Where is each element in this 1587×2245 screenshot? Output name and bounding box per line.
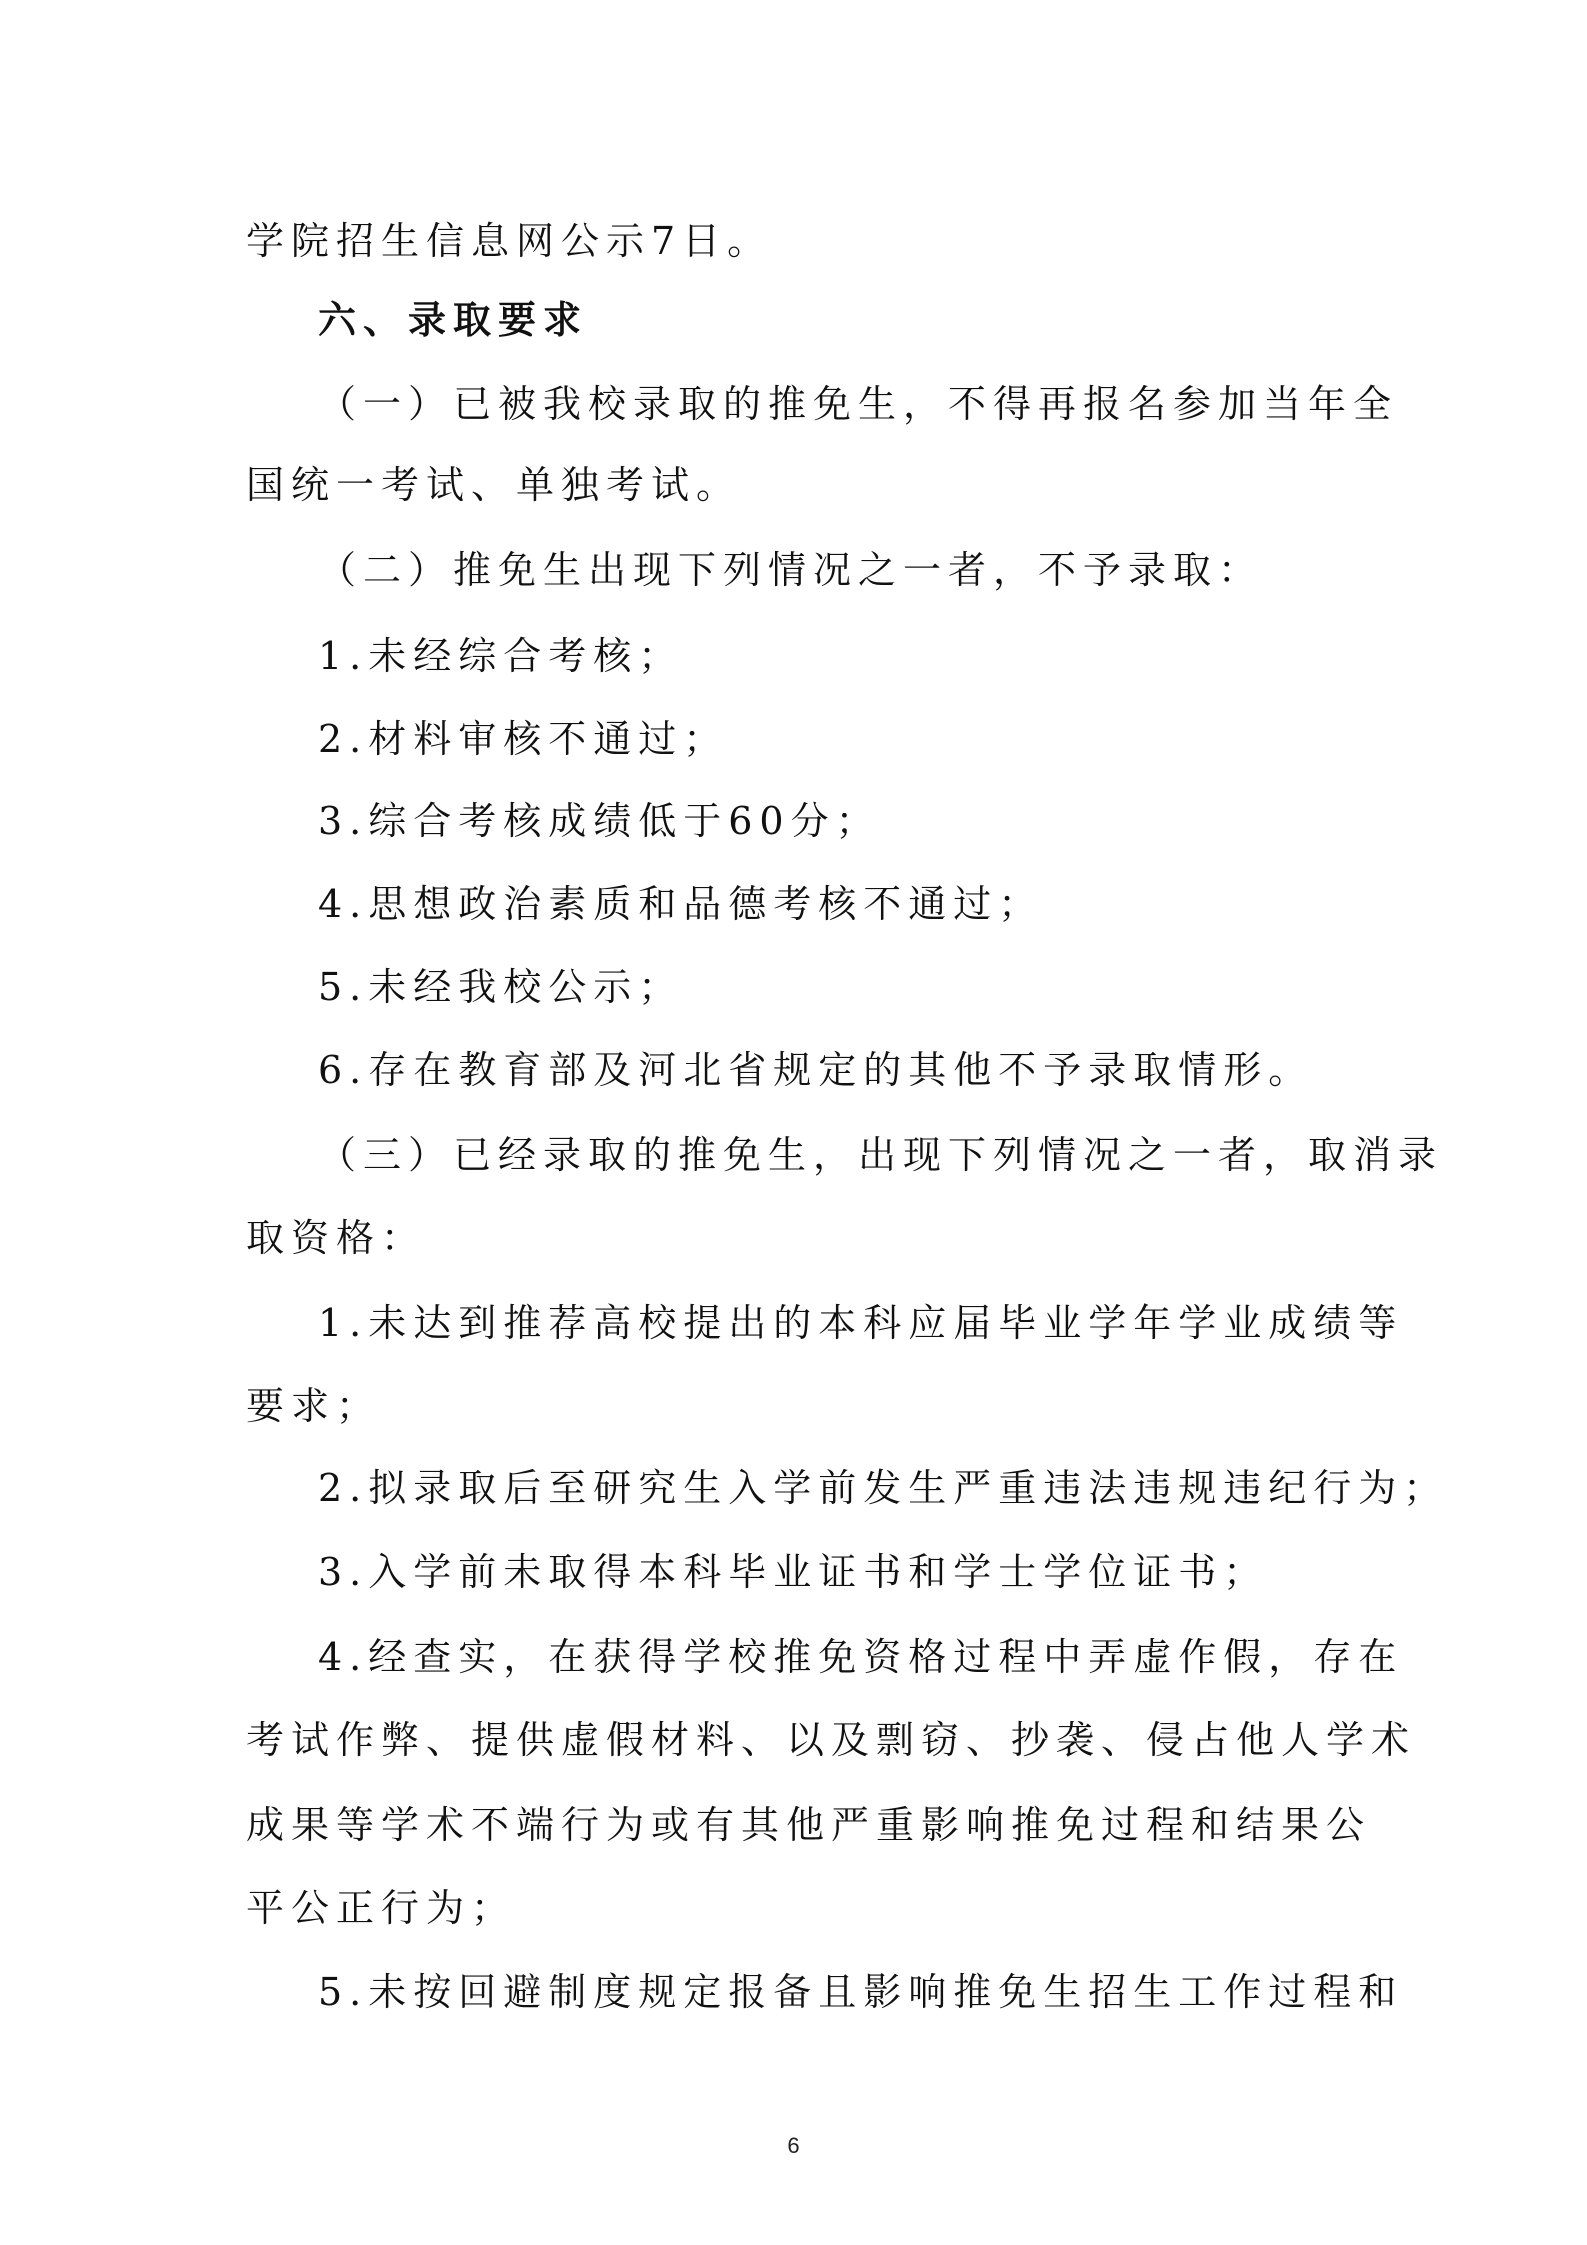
page-number: 6 xyxy=(787,2133,800,2158)
list-item: 3.综合考核成绩低于60分； xyxy=(318,799,881,843)
text-line: 成果等学术不端行为或有其他严重影响推免过程和结果公 xyxy=(246,1803,1372,1847)
list-item: 3.入学前未取得本科毕业证书和学士学位证书； xyxy=(318,1550,1269,1594)
text-line: （三）已经录取的推免生，出现下列情况之一者，取消录 xyxy=(318,1133,1444,1177)
text-line: 考试作弊、提供虚假材料、以及剽窃、抄袭、侵占他人学术 xyxy=(246,1718,1417,1762)
list-item: 4.经查实，在获得学校推免资格过程中弄虚作假，存在 xyxy=(318,1635,1404,1679)
list-item: 1.未达到推荐高校提出的本科应届毕业学年学业成绩等 xyxy=(318,1301,1404,1345)
text-line: 国统一考试、单独考试。 xyxy=(246,463,742,507)
text-line: （二）推免生出现下列情况之一者，不予录取： xyxy=(318,548,1264,592)
list-item: 2.拟录取后至研究生入学前发生严重违法违规违纪行为； xyxy=(318,1466,1449,1510)
list-item: 1.未经综合考核； xyxy=(318,634,684,678)
section-heading: 六、录取要求 xyxy=(318,297,589,342)
list-item: 5.未经我校公示； xyxy=(318,965,684,1009)
text-line: 取资格： xyxy=(246,1216,427,1260)
text-line: （一）已被我校录取的推免生，不得再报名参加当年全 xyxy=(318,382,1399,426)
list-item: 2.材料审核不通过； xyxy=(318,717,729,761)
list-item: 6.存在教育部及河北省规定的其他不予录取情形。 xyxy=(318,1048,1314,1092)
text-line: 要求； xyxy=(246,1384,382,1428)
list-item: 5.未按回避制度规定报备且影响推免生招生工作过程和 xyxy=(318,1970,1404,2014)
text-line: 平公正行为； xyxy=(246,1886,517,1930)
list-item: 4.思想政治素质和品德考核不通过； xyxy=(318,882,1044,926)
text-line: 学院招生信息网公示7日。 xyxy=(246,219,773,263)
